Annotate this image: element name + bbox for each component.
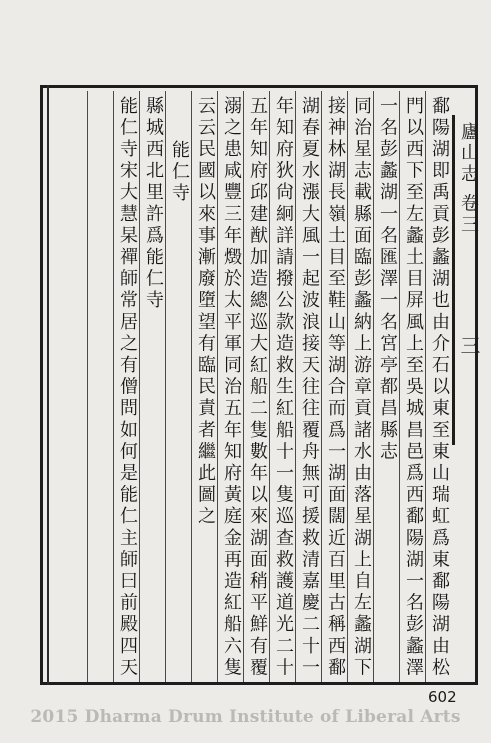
column-rule	[87, 91, 88, 682]
text-column: 同治星志載縣面臨彭蠡納上游章貢諸水由落星湖上自左蠡湖下	[351, 96, 372, 680]
watermark: 2015 Dharma Drum Institute of Liberal Arts	[30, 707, 461, 727]
book-title-header: 廬山志 卷三	[458, 122, 479, 236]
text-column: 鄱陽湖即禹貢彭蠡湖也由介石以東至東山瑞虹爲東鄱陽湖由松	[429, 96, 450, 680]
column-rule	[295, 91, 296, 682]
text-column: 云云民國以來事漸廢墮望有臨民責者繼此圖之	[195, 96, 216, 528]
folio-marker: 三	[457, 335, 481, 355]
text-column: 年知府狄尙絅詳請撥公款造救生紅船十一隻巡查救護道光二十	[273, 96, 294, 680]
column-rule	[217, 91, 218, 682]
text-column: 溺之患咸豐三年燬於太平軍同治五年知府黃庭金再造紅船六隻	[221, 96, 242, 680]
text-column: 縣城西北里許爲能仁寺	[143, 96, 164, 312]
section-heading: 能仁寺	[169, 140, 190, 205]
column-rule	[113, 91, 114, 682]
column-rule	[139, 91, 140, 682]
text-column: 能仁寺宋大慧杲禪師常居之有僧問如何是能仁主師曰前殿四天	[117, 96, 138, 680]
text-column: 一名彭蠡湖一名匯澤一名宮亭都昌縣志	[377, 96, 398, 464]
column-rule	[399, 91, 400, 682]
column-rule	[191, 91, 192, 682]
inner-border-rule	[47, 85, 49, 685]
column-rule	[425, 91, 426, 682]
column-rule	[347, 91, 348, 682]
column-rule	[373, 91, 374, 682]
page-number: 602	[428, 688, 457, 706]
column-rule	[243, 91, 244, 682]
column-rule	[165, 91, 166, 682]
column-rule	[269, 91, 270, 682]
text-column: 湖春夏水漲大風一起波浪接天往往覆舟無可援救清嘉慶二十一	[299, 96, 320, 680]
column-rule	[321, 91, 322, 682]
text-column: 接神林湖長嶺土目至鞋山等湖合而爲一湖面闊近百里古稱西鄱	[325, 96, 346, 680]
text-column: 五年知府邱建猷加造總巡大紅船二隻數年以來湖面稍平鮮有覆	[247, 96, 268, 680]
text-column: 門以西下至左蠡土目屏風上至吳城昌邑爲西鄱陽湖一名彭蠡澤	[403, 96, 424, 680]
